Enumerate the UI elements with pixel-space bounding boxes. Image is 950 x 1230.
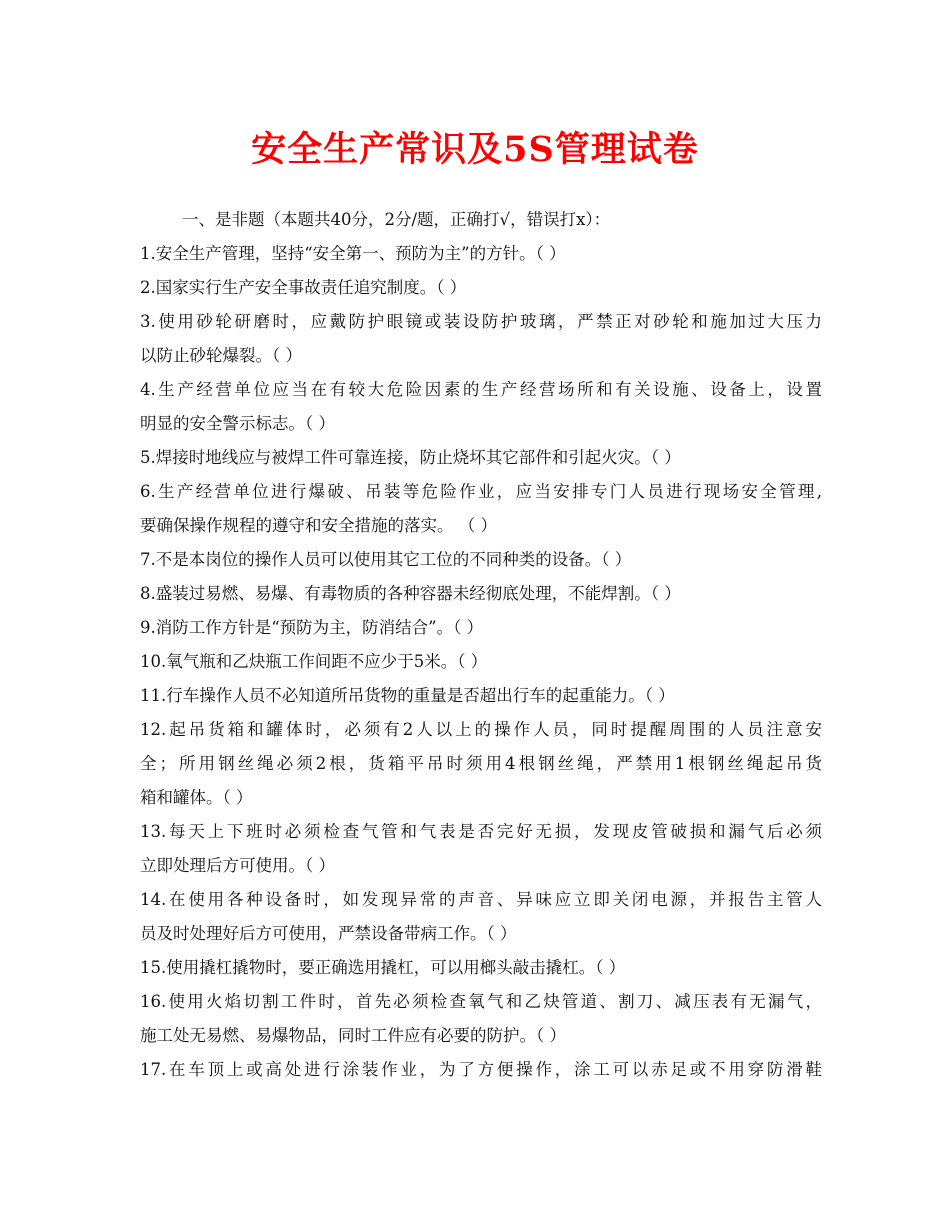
question-6-line-1: 6.生产经营单位进行爆破、吊装等危险作业，应当安排专门人员进行现场安全管理, <box>140 482 822 501</box>
question-5: 5.焊接时地线应与被焊工件可靠连接，防止烧坏其它部件和引起火灾。（ ） <box>140 448 681 467</box>
question-14-line-1: 14.在使用各种设备时，如发现异常的声音、异味应立即关闭电源，并报告主管人 <box>140 890 822 909</box>
question-10: 10.氧气瓶和乙炔瓶工作间距不应少于5米。（ ） <box>140 652 488 671</box>
question-6-line-2: 要确保操作规程的遵守和安全措施的落实。 （ ） <box>140 516 497 535</box>
question-15: 15.使用撬杠撬物时，要正确选用撬杠，可以用榔头敲击撬杠。（ ） <box>140 958 626 977</box>
question-14-line-2: 员及时处理好后方可使用，严禁设备带病工作。（ ） <box>140 924 517 943</box>
question-4-line-2: 明显的安全警示标志。（ ） <box>140 414 335 433</box>
question-11: 11.行车操作人员不必知道所吊货物的重量是否超出行车的起重能力。（ ） <box>140 686 675 705</box>
question-4-line-1: 4.生产经营单位应当在有较大危险因素的生产经营场所和有关设施、设备上，设置 <box>140 380 822 399</box>
question-3-line-2: 以防止砂轮爆裂。（ ） <box>140 346 302 365</box>
question-12-line-1: 12.起吊货箱和罐体时，必须有2人以上的操作人员，同时提醒周围的人员注意安 <box>140 720 822 739</box>
question-16-line-2: 施工处无易燃、易爆物品，同时工件应有必要的防护。（ ） <box>140 1026 566 1045</box>
question-3-line-1: 3.使用砂轮研磨时，应戴防护眼镜或装设防护玻璃，严禁正对砂轮和施加过大压力 <box>140 312 822 331</box>
section-heading: 一、是非题（本题共40分，2分/题，正确打√，错误打x）： <box>182 210 611 229</box>
question-16-line-1: 16.使用火焰切割工件时，首先必须检查氧气和乙炔管道、割刀、减压表有无漏气， <box>140 992 822 1011</box>
question-8: 8.盛装过易燃、易爆、有毒物质的各种容器未经彻底处理，不能焊割。（ ） <box>140 584 681 603</box>
document-title: 安全生产常识及5S管理试卷 <box>251 129 699 170</box>
question-content <box>140 203 822 1087</box>
question-12-line-2: 全；所用钢丝绳必须2根，货箱平吊时须用4根钢丝绳，严禁用1根钢丝绳起吊货 <box>140 754 822 773</box>
question-1: 1.安全生产管理，坚持“安全第一、预防为主”的方针。（ ） <box>140 244 566 263</box>
question-17-line-1: 17.在车顶上或高处进行涂装作业，为了方便操作，涂工可以赤足或不用穿防滑鞋 <box>140 1060 822 1079</box>
question-12-line-3: 箱和罐体。（ ） <box>140 788 253 807</box>
question-13-line-1: 13.每天上下班时必须检查气管和气表是否完好无损，发现皮管破损和漏气后必须 <box>140 822 822 841</box>
question-13-line-2: 立即处理后方可使用。（ ） <box>140 856 335 875</box>
question-7: 7.不是本岗位的操作人员可以使用其它工位的不同种类的设备。（ ） <box>140 550 632 569</box>
question-2: 2.国家实行生产安全事故责任追究制度。（ ） <box>140 278 467 297</box>
question-9: 9.消防工作方针是“预防为主，防消结合”。（ ） <box>140 618 484 637</box>
